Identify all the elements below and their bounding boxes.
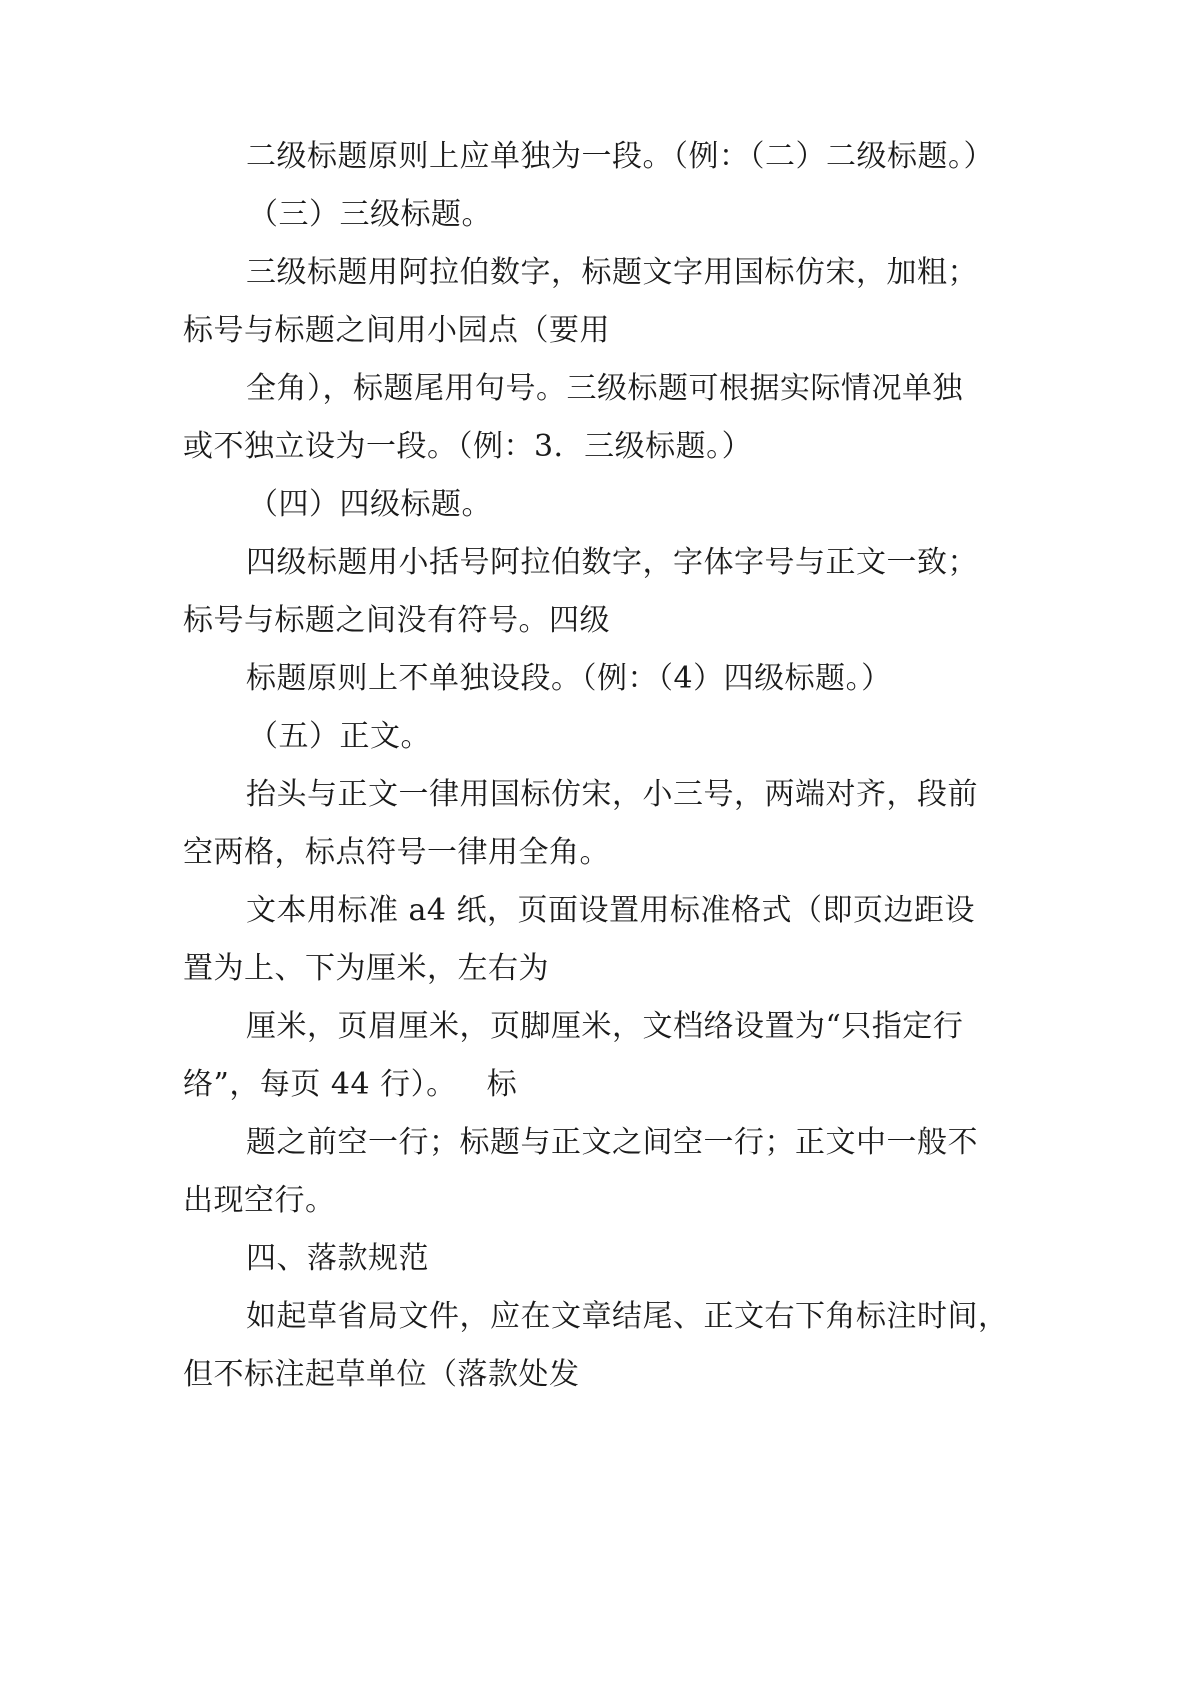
text-line-15: 置为上、下为厘米，左右为: [183, 951, 549, 986]
text-line-17: 络”，每页 44 行）。 标: [183, 1067, 518, 1102]
text-line-19: 出现空行。: [183, 1183, 336, 1218]
text-line-10: 标题原则上不单独设段。（例：（4）四级标题。）: [246, 661, 892, 696]
section-heading-signature: 四、落款规范: [246, 1241, 429, 1276]
text-line-22: 但不标注起草单位（落款处发: [183, 1357, 580, 1392]
text-line-4: 标号与标题之间用小园点（要用: [183, 313, 610, 348]
text-line-8: 四级标题用小括号阿拉伯数字，字体字号与正文一致；: [246, 545, 978, 580]
text-line-21: 如起草省局文件，应在文章结尾、正文右下角标注时间，: [246, 1299, 1009, 1334]
heading-level3: （三）三级标题。: [248, 197, 492, 232]
text-line-6: 或不独立设为一段。（例：3．三级标题。）: [183, 429, 753, 464]
text-line-16: 厘米，页眉厘米，页脚厘米，文档络设置为“只指定行: [246, 1009, 964, 1044]
text-line-5: 全角），标题尾用句号。三级标题可根据实际情况单独: [246, 371, 963, 406]
text-line-14: 文本用标准 a4 纸，页面设置用标准格式（即页边距设: [246, 893, 976, 928]
text-line-9: 标号与标题之间没有符号。四级: [183, 603, 610, 638]
text-line-13: 空两格，标点符号一律用全角。: [183, 835, 610, 870]
text-line-18: 题之前空一行；标题与正文之间空一行；正文中一般不: [246, 1125, 978, 1160]
text-line-3: 三级标题用阿拉伯数字，标题文字用国标仿宋，加粗；: [246, 255, 978, 290]
heading-body-text: （五）正文。: [248, 719, 431, 754]
text-line-12: 抬头与正文一律用国标仿宋，小三号，两端对齐，段前: [246, 777, 978, 812]
heading-level4: （四）四级标题。: [248, 487, 492, 522]
text-line-1: 二级标题原则上应单独为一段。（例：（二）二级标题。）: [246, 139, 994, 174]
